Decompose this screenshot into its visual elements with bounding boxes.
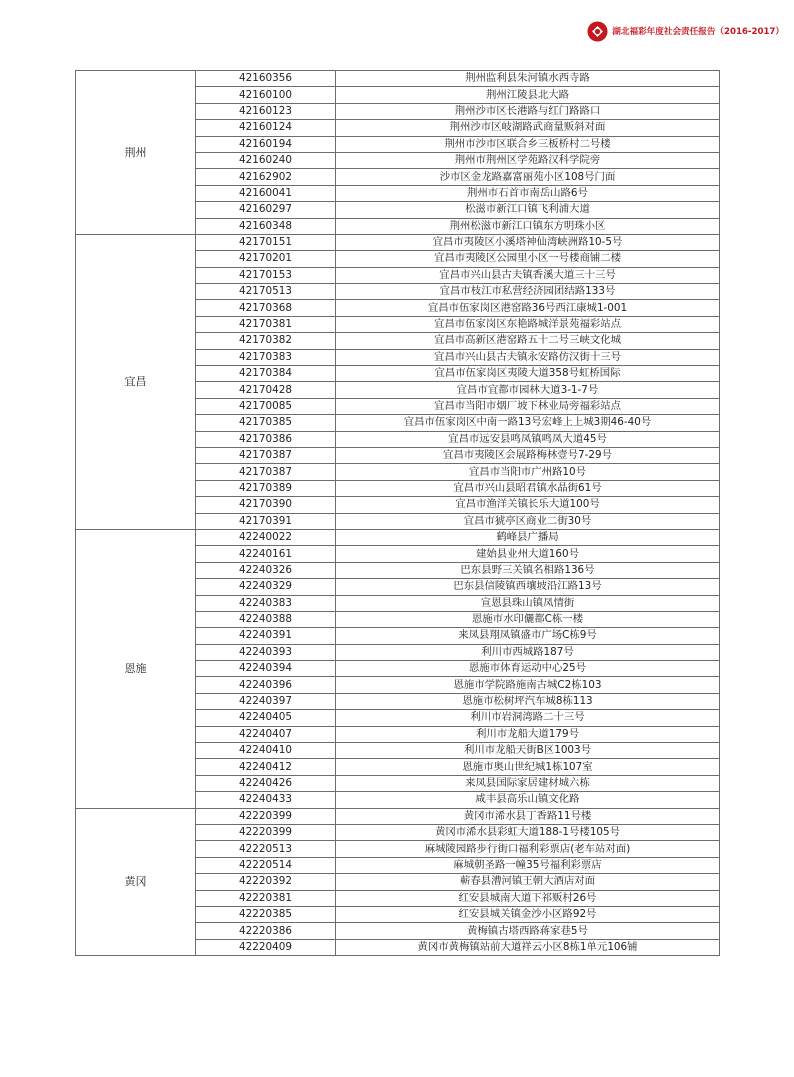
station-code-cell: 42160100 <box>196 87 336 103</box>
station-code-cell: 42170389 <box>196 480 336 496</box>
station-address-cell: 黄冈市黄梅镇站前大道祥云小区8栋1单元106铺 <box>336 939 720 955</box>
lottery-station-table-container <box>75 70 719 956</box>
station-code-cell: 42160297 <box>196 202 336 218</box>
station-address-cell: 荆州沙市区岐湖路武商量贩斜对面 <box>336 120 720 136</box>
station-code-cell: 42240393 <box>196 644 336 660</box>
station-code-cell: 42240329 <box>196 579 336 595</box>
station-address-cell: 黄梅镇古塔西路蒋家巷5号 <box>336 923 720 939</box>
station-address-cell: 宜昌市伍家岗区港窑路36号西江康城1-001 <box>336 300 720 316</box>
station-code-cell: 42240426 <box>196 775 336 791</box>
station-code-cell: 42160240 <box>196 152 336 168</box>
station-code-cell: 42170085 <box>196 398 336 414</box>
station-address-cell: 宜昌市夷陵区会展路梅林壹号7-29号 <box>336 447 720 463</box>
station-code-cell: 42240326 <box>196 562 336 578</box>
station-code-cell: 42160123 <box>196 103 336 119</box>
region-cell: 黄冈 <box>76 808 196 956</box>
station-address-cell: 红安县城关镇金沙小区路92号 <box>336 906 720 922</box>
station-address-cell: 沙市区金龙路嘉富丽苑小区108号门面 <box>336 169 720 185</box>
station-address-cell: 宜昌市高新区港窑路五十二号三峡文化城 <box>336 333 720 349</box>
station-code-cell: 42220514 <box>196 857 336 873</box>
station-address-cell: 宜昌市兴山县昭君镇水晶街61号 <box>336 480 720 496</box>
station-address-cell: 松滋市新江口镇飞利浦大道 <box>336 202 720 218</box>
station-code-cell: 42170386 <box>196 431 336 447</box>
report-title: 湖北福彩年度社会责任报告（2016-2017） <box>612 27 784 37</box>
station-code-cell: 42240161 <box>196 546 336 562</box>
station-address-cell: 咸丰县高乐山镇文化路 <box>336 792 720 808</box>
station-code-cell: 42160124 <box>196 120 336 136</box>
station-code-cell: 42240412 <box>196 759 336 775</box>
station-address-cell: 鹤峰县广播局 <box>336 529 720 545</box>
station-address-cell: 宜昌市兴山县古夫镇香溪大道三十三号 <box>336 267 720 283</box>
station-code-cell: 42170428 <box>196 382 336 398</box>
region-cell: 荆州 <box>76 71 196 235</box>
station-code-cell: 42240394 <box>196 661 336 677</box>
station-address-cell: 宜昌市伍家岗区中南一路13号宏峰上上城3期46-40号 <box>336 415 720 431</box>
station-code-cell: 42240397 <box>196 693 336 709</box>
welfare-lottery-logo-icon <box>587 21 608 42</box>
station-code-cell: 42170391 <box>196 513 336 529</box>
station-code-cell: 42240022 <box>196 529 336 545</box>
station-address-cell: 宜昌市当阳市烟厂坡下林业局旁福彩站点 <box>336 398 720 414</box>
station-address-cell: 宜昌市当阳市广州路10号 <box>336 464 720 480</box>
station-code-cell: 42162902 <box>196 169 336 185</box>
station-code-cell: 42220381 <box>196 890 336 906</box>
station-code-cell: 42170153 <box>196 267 336 283</box>
station-address-cell: 恩施市奥山世纪城1栋107室 <box>336 759 720 775</box>
station-address-cell: 宜昌市渔洋关镇长乐大道100号 <box>336 497 720 513</box>
station-code-cell: 42170383 <box>196 349 336 365</box>
lottery-station-table <box>75 70 720 956</box>
station-address-cell: 荆州市石首市南岳山路6号 <box>336 185 720 201</box>
station-address-cell: 荆州监利县朱河镇水西寺路 <box>336 71 720 87</box>
station-address-cell: 恩施市体育运动中心25号 <box>336 661 720 677</box>
station-address-cell: 宜昌市远安县鸣凤镇鸣凤大道45号 <box>336 431 720 447</box>
station-address-cell: 利川市岩洞湾路二十三号 <box>336 710 720 726</box>
region-cell: 宜昌 <box>76 234 196 529</box>
page-header <box>587 20 784 42</box>
station-address-cell: 黄冈市浠水县彩虹大道188-1号楼105号 <box>336 824 720 840</box>
station-address-cell: 荆州市荆州区学苑路汉科学院旁 <box>336 152 720 168</box>
station-address-cell: 巴东县信陵镇西壤坡沿江路13号 <box>336 579 720 595</box>
station-code-cell: 42240383 <box>196 595 336 611</box>
station-address-cell: 来凤县翔凤镇盛市广场C栋9号 <box>336 628 720 644</box>
station-address-cell: 荆州沙市区长港路与红门路路口 <box>336 103 720 119</box>
station-code-cell: 42240391 <box>196 628 336 644</box>
station-code-cell: 42220399 <box>196 824 336 840</box>
station-code-cell: 42240388 <box>196 611 336 627</box>
table-row <box>76 808 720 824</box>
station-code-cell: 42240433 <box>196 792 336 808</box>
station-address-cell: 宜昌市兴山县古夫镇永安路仿汉街十三号 <box>336 349 720 365</box>
station-address-cell: 荆州市沙市区联合乡三板桥村二号楼 <box>336 136 720 152</box>
station-code-cell: 42170201 <box>196 251 336 267</box>
station-code-cell: 42170513 <box>196 284 336 300</box>
station-code-cell: 42170390 <box>196 497 336 513</box>
station-address-cell: 来凤县国际家居建材城六栋 <box>336 775 720 791</box>
station-code-cell: 42170382 <box>196 333 336 349</box>
station-code-cell: 42220513 <box>196 841 336 857</box>
station-address-cell: 恩施市学院路施南古城C2栋103 <box>336 677 720 693</box>
table-row <box>76 71 720 87</box>
station-address-cell: 宜昌市伍家岗区东艳路城洋景苑福彩站点 <box>336 316 720 332</box>
station-code-cell: 42220385 <box>196 906 336 922</box>
station-code-cell: 42160194 <box>196 136 336 152</box>
station-code-cell: 42240396 <box>196 677 336 693</box>
station-code-cell: 42170368 <box>196 300 336 316</box>
station-address-cell: 恩施市水印儷都C栋一楼 <box>336 611 720 627</box>
station-address-cell: 宜昌市夷陵区公园里小区一号楼商铺二楼 <box>336 251 720 267</box>
station-address-cell: 宜昌市伍家岗区夷陵大道358号虹桥国际 <box>336 366 720 382</box>
station-address-cell: 利川市龙船大道179号 <box>336 726 720 742</box>
station-address-cell: 麻城朝圣路一幢35号福利彩票店 <box>336 857 720 873</box>
station-address-cell: 宜昌市枝江市私营经济园团结路133号 <box>336 284 720 300</box>
station-address-cell: 红安县城南大道下祁贩村26号 <box>336 890 720 906</box>
station-address-cell: 利川市西城路187号 <box>336 644 720 660</box>
station-address-cell: 荆州松滋市新江口镇东方明珠小区 <box>336 218 720 234</box>
station-address-cell: 黄冈市浠水县丁香路11号楼 <box>336 808 720 824</box>
station-code-cell: 42170387 <box>196 447 336 463</box>
station-address-cell: 宜昌市宜都市园林大道3-1-7号 <box>336 382 720 398</box>
station-address-cell: 宣恩县珠山镇凤情街 <box>336 595 720 611</box>
station-address-cell: 利川市龙船天街B区1003号 <box>336 743 720 759</box>
station-code-cell: 42170381 <box>196 316 336 332</box>
station-code-cell: 42170387 <box>196 464 336 480</box>
station-code-cell: 42240410 <box>196 743 336 759</box>
station-code-cell: 42160041 <box>196 185 336 201</box>
region-cell: 恩施 <box>76 529 196 808</box>
station-code-cell: 42220392 <box>196 874 336 890</box>
table-row <box>76 529 720 545</box>
station-code-cell: 42220399 <box>196 808 336 824</box>
station-address-cell: 建始县业州大道160号 <box>336 546 720 562</box>
station-code-cell: 42220386 <box>196 923 336 939</box>
station-address-cell: 恩施市松树坪汽车城8栋113 <box>336 693 720 709</box>
station-address-cell: 宜昌市猇亭区商业二街30号 <box>336 513 720 529</box>
station-address-cell: 麻城陵园路步行街口福利彩票店(老车站对面) <box>336 841 720 857</box>
station-code-cell: 42240405 <box>196 710 336 726</box>
station-address-cell: 巴东县野三关镇名相路136号 <box>336 562 720 578</box>
station-code-cell: 42160356 <box>196 71 336 87</box>
table-row <box>76 234 720 250</box>
station-address-cell: 宜昌市夷陵区小溪塔神仙湾峡洲路10-5号 <box>336 234 720 250</box>
station-code-cell: 42170151 <box>196 234 336 250</box>
station-code-cell: 42220409 <box>196 939 336 955</box>
station-code-cell: 42170384 <box>196 366 336 382</box>
station-address-cell: 荆州江陵县北大路 <box>336 87 720 103</box>
station-address-cell: 蕲春县漕河镇王朝大酒店对面 <box>336 874 720 890</box>
station-code-cell: 42240407 <box>196 726 336 742</box>
station-code-cell: 42160348 <box>196 218 336 234</box>
station-code-cell: 42170385 <box>196 415 336 431</box>
